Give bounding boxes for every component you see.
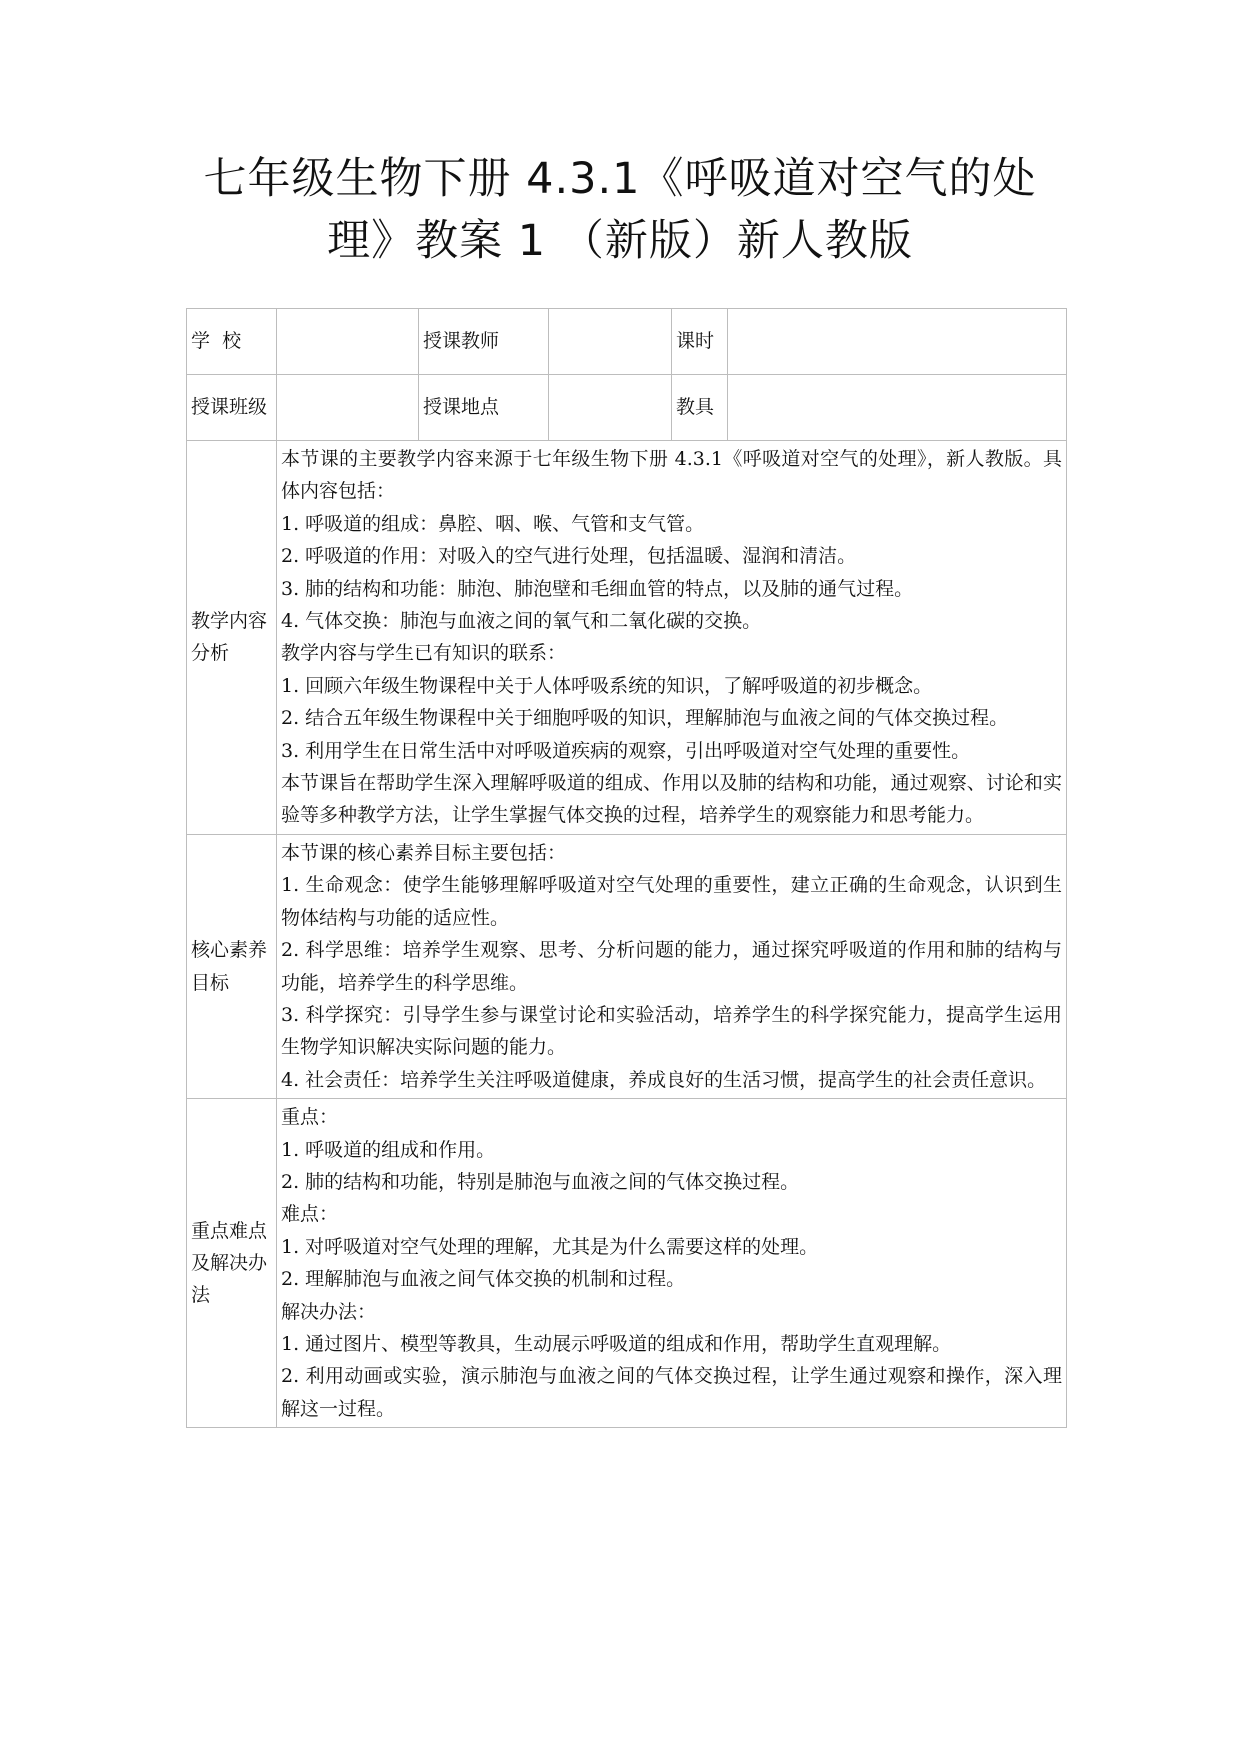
document-title xyxy=(160,148,1080,272)
content-line: 4. 气体交换：肺泡与血液之间的氧气和二氧化碳的交换。 xyxy=(281,610,762,633)
location-value[interactable] xyxy=(549,375,672,441)
content-line: 2. 呼吸道的作用：对吸入的空气进行处理，包括温暖、湿润和清洁。 xyxy=(281,545,857,568)
section-row-content-analysis xyxy=(187,441,1067,835)
header-row-school xyxy=(187,309,1067,375)
content-line: 本节课的主要教学内容来源于七年级生物下册 4.3.1《呼吸道对空气的处理》，新人教版。具体内容包括： xyxy=(281,448,1062,503)
content-line: 3. 科学探究：引导学生参与课堂讨论和实验活动，培养学生的科学探究能力，提高学生运用生物学知识解决实际问题的能力。 xyxy=(281,1003,1062,1059)
tools-value[interactable] xyxy=(728,375,1067,441)
section-row-key-points xyxy=(187,1099,1067,1428)
core-goals-label: 核心素养目标 xyxy=(187,834,277,1098)
section-row-core-goals xyxy=(187,834,1067,1098)
content-line: 本节课旨在帮助学生深入理解呼吸道的组成、作用以及肺的结构和功能，通过观察、讨论和实验等多种教学方法，让学生掌握气体交换的过程，培养学生的观察能力和思考能力。 xyxy=(281,772,1062,827)
content-line: 1. 通过图片、模型等教具，生动展示呼吸道的组成和作用，帮助学生直观理解。 xyxy=(281,1332,952,1355)
title-line-2: 理》教案 1 （新版）新人教版 xyxy=(327,216,913,266)
title-line-1: 七年级生物下册 4.3.1《呼吸道对空气的处 xyxy=(203,154,1037,204)
content-line: 解决办法： xyxy=(281,1300,377,1323)
content-analysis-label: 教学内容分析 xyxy=(187,441,277,835)
class-value[interactable] xyxy=(277,375,419,441)
content-line: 1. 呼吸道的组成和作用。 xyxy=(281,1138,496,1161)
tools-label: 教具 xyxy=(672,375,728,441)
content-line: 本节课的核心素养目标主要包括： xyxy=(281,841,567,864)
content-line: 2. 理解肺泡与血液之间气体交换的机制和过程。 xyxy=(281,1268,686,1291)
location-label: 授课地点 xyxy=(419,375,549,441)
class-label: 授课班级 xyxy=(187,375,277,441)
content-line: 2. 利用动画或实验，演示肺泡与血液之间的气体交换过程，让学生通过观察和操作，深入理解这一过程。 xyxy=(281,1365,1062,1420)
period-label: 课时 xyxy=(672,309,728,375)
school-label: 学 校 xyxy=(187,309,277,375)
content-line: 教学内容与学生已有知识的联系： xyxy=(281,642,567,665)
period-value[interactable] xyxy=(728,309,1067,375)
header-row-class xyxy=(187,375,1067,441)
content-line: 2. 肺的结构和功能，特别是肺泡与血液之间的气体交换过程。 xyxy=(281,1170,800,1193)
content-line: 1. 回顾六年级生物课程中关于人体呼吸系统的知识，了解呼吸道的初步概念。 xyxy=(281,674,933,697)
teacher-value[interactable] xyxy=(549,309,672,375)
lesson-plan-table xyxy=(186,308,1067,1428)
content-line: 3. 肺的结构和功能：肺泡、肺泡壁和毛细血管的特点，以及肺的通气过程。 xyxy=(281,577,914,600)
content-line: 1. 呼吸道的组成：鼻腔、咽、喉、气管和支气管。 xyxy=(281,512,705,535)
content-analysis-body xyxy=(277,441,1067,835)
core-goals-body xyxy=(277,834,1067,1098)
content-line: 1. 对呼吸道对空气处理的理解，尤其是为什么需要这样的处理。 xyxy=(281,1235,819,1258)
content-line: 4. 社会责任：培养学生关注呼吸道健康，养成良好的生活习惯，提高学生的社会责任意识。 xyxy=(281,1068,1047,1091)
content-line: 重点： xyxy=(281,1106,339,1129)
content-line: 2. 结合五年级生物课程中关于细胞呼吸的知识，理解肺泡与血液之间的气体交换过程。 xyxy=(281,707,1009,730)
teacher-label: 授课教师 xyxy=(419,309,549,375)
school-value[interactable] xyxy=(277,309,419,375)
content-line: 2. 科学思维：培养学生观察、思考、分析问题的能力，通过探究呼吸道的作用和肺的结构与功能，培养学生的科学思维。 xyxy=(281,939,1062,994)
content-line: 1. 生命观念：使学生能够理解呼吸道对空气处理的重要性，建立正确的生命观念，认识到生物体结构与功能的适应性。 xyxy=(281,874,1062,929)
content-line: 难点： xyxy=(281,1203,339,1226)
key-points-body xyxy=(277,1099,1067,1428)
key-points-label: 重点难点及解决办法 xyxy=(187,1099,277,1428)
content-line: 3. 利用学生在日常生活中对呼吸道疾病的观察，引出呼吸道对空气处理的重要性。 xyxy=(281,739,971,762)
